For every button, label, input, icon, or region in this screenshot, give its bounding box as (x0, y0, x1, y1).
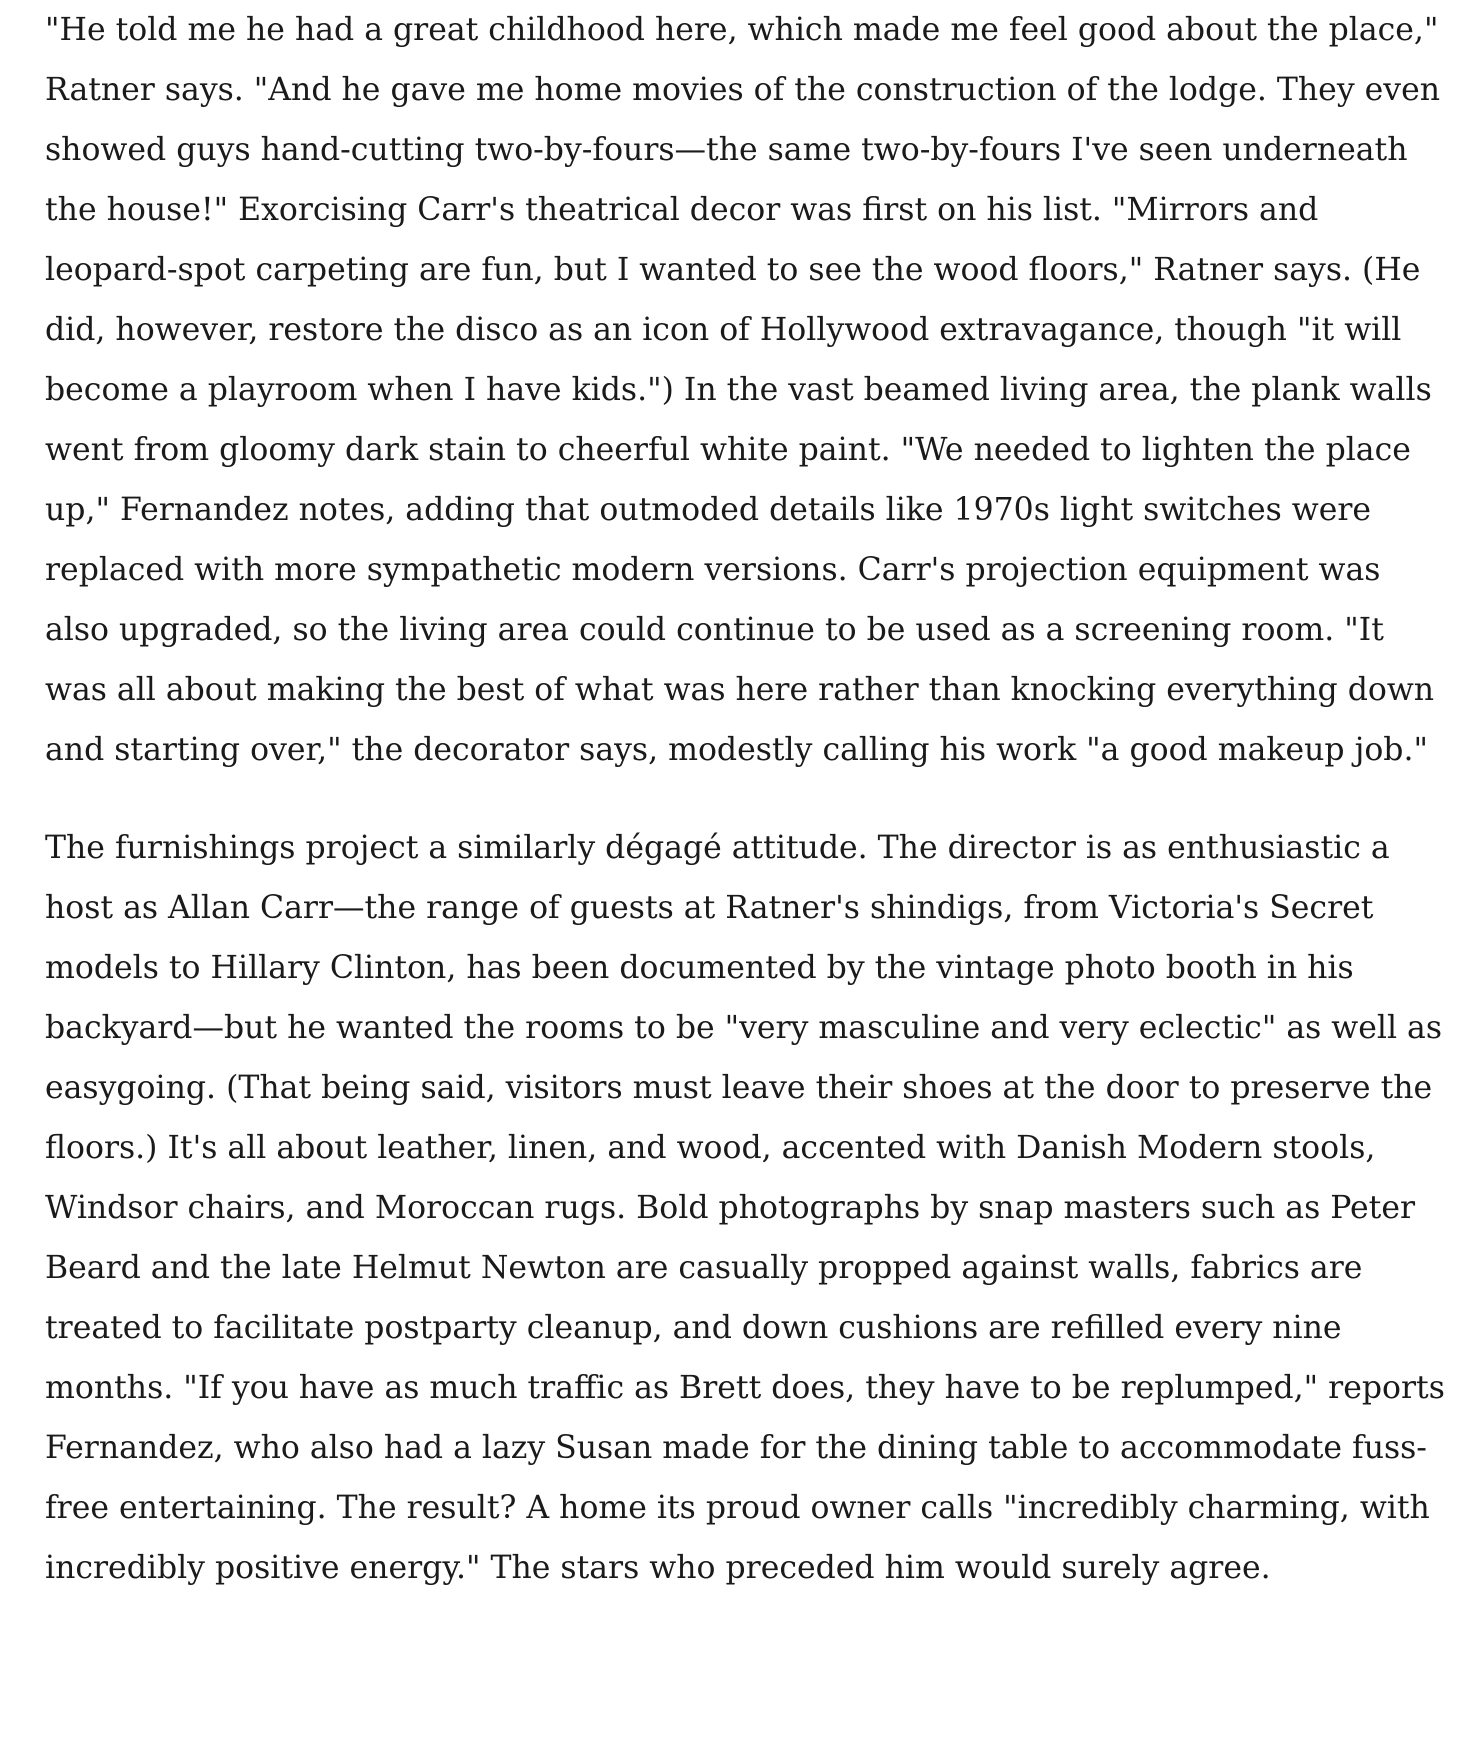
article-paragraph: "He told me he had a great childhood here, which made me feel good about the place," Ratner says. "And he gave me home movies of the construction of the lodge. They even showed guys hand-cutting two-by-fours—the same two-by-fours I've seen underneath the house!" Exorcising Carr's theatrical decor was first on his list. "Mirrors and leopard-spot carpeting are fun, but I wanted to see the wood floors," Ratner says. (He did, however, restore the disco as an icon of Hollywood extravagance, though "it will become a playroom when I have kids.") In the vast beamed living area, the plank walls went from gloomy dark stain to cheerful white paint. "We needed to lighten the place up," Fernandez notes, adding that outmoded details like 1970s light switches were replaced with more sympathetic modern versions. Carr's projection equipment was also upgraded, so the living area could continue to be used as a screening room. "It was all about making the best of what was here rather than knocking everything down and starting over," the decorator says, modestly calling his work "a good makeup job." (45, 12, 1440, 768)
article-body (45, 0, 1445, 1598)
article-paragraph: The furnishings project a similarly dégagé attitude. The director is as enthusiastic a host as Allan Carr—the range of guests at Ratner's shindigs, from Victoria's Secret models to Hillary Clinton, has been documented by the vintage photo booth in his backyard—but he wanted the rooms to be "very masculine and very eclectic" as well as easygoing. (That being said, visitors must leave their shoes at the door to preserve the floors.) It's all about leather, linen, and wood, accented with Danish Modern stools, Windsor chairs, and Moroccan rugs. Bold photographs by snap masters such as Peter Beard and the late Helmut Newton are casually propped against walls, fabrics are treated to facilitate postparty cleanup, and down cushions are refilled every nine months. "If you have as much traffic as Brett does, they have to be replumped," reports Fernandez, who also had a lazy Susan made for the dining table to accommodate fuss-free entertaining. The result? A home its proud owner calls "incredibly charming, with incredibly positive energy." The stars who preceded him would surely agree. (45, 830, 1445, 1586)
